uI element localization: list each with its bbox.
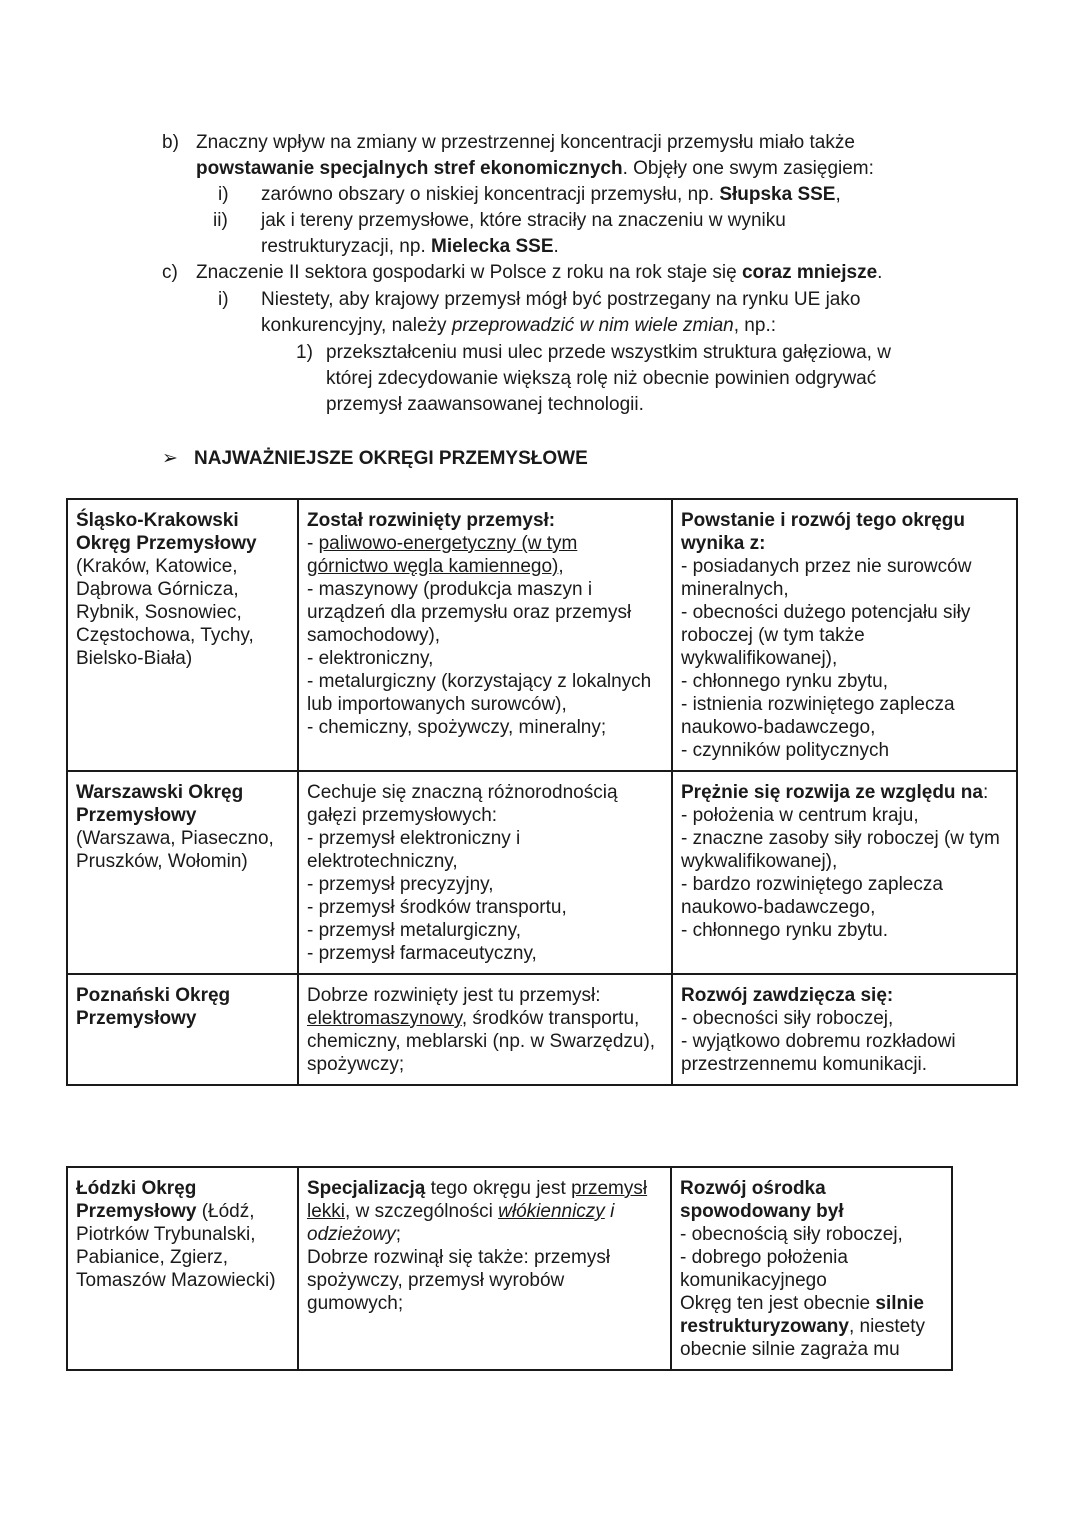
list-item: - przemysł elektroniczny i elektrotechniczny,	[307, 828, 521, 872]
list-item: - przemysł farmaceutyczny,	[307, 943, 537, 964]
list-item: - metalurgiczny (korzystający z lokalnych lub importowanych surowców),	[307, 671, 652, 715]
list-item: - przemysł precyzyjny,	[307, 874, 494, 895]
district-name-cell: Łódzki Okręg Przemysłowy (Łódź, Piotrków Trybunalski, Pabianice, Zgierz, Tomaszów Mazowiecki)	[67, 1167, 298, 1370]
table-row	[67, 771, 1017, 974]
list-item: - obecnością siły roboczej,	[680, 1224, 903, 1245]
point-c-1-line-3: przemysł zaawansowanej technologii.	[326, 394, 644, 415]
list-item: - przemysł metalurgiczny,	[307, 920, 521, 941]
industry-cell: Został rozwinięty przemysł: - paliwowo-energetyczny (w tym górnictwo węgla kamiennego), - maszynowy (produkcja maszyn i urządzeń dla przemysłu oraz przemysł samochodowy), - elektroniczny, - metalurgiczny (korzystający z lokalnych lub importowanych surowców), - chemiczny, spożywczy, mineralny;	[298, 499, 672, 771]
list-marker-b-i: i)	[218, 184, 229, 205]
list-item: - wyjątkowo dobremu rozkładowi przestrzennemu komunikacji.	[681, 1031, 956, 1075]
table-row	[67, 1167, 952, 1370]
district-name-cell: Poznański Okręg Przemysłowy	[67, 974, 298, 1085]
list-item: - elektroniczny,	[307, 648, 434, 669]
districts-table	[66, 498, 1018, 1086]
point-b-line-1: Znaczny wpływ na zmiany w przestrzennej koncentracji przemysłu miało także	[196, 132, 855, 153]
list-item: - chłonnego rynku zbytu,	[681, 671, 889, 692]
point-c-1-line-1: przekształceniu musi ulec przede wszystkim struktura gałęziowa, w	[326, 342, 891, 363]
list-item: - obecności siły roboczej,	[681, 1008, 894, 1029]
list-item: - istnienia rozwiniętego zaplecza naukowo-badawczego,	[681, 694, 955, 738]
district-name-cell: Śląsko-Krakowski Okręg Przemysłowy (Kraków, Katowice, Dąbrowa Górnicza, Rybnik, Sosnowiec, Częstochowa, Tychy, Bielsko-Biała)	[67, 499, 298, 771]
table-row	[67, 499, 1017, 771]
point-b-i-line: zarówno obszary o niskiej koncentracji przemysłu, np. Słupska SSE,	[261, 184, 841, 205]
list-item: - znaczne zasoby siły roboczej (w tym wykwalifikowanej),	[681, 828, 1000, 872]
sse-bold-phrase: powstawanie specjalnych stref ekonomicznych	[196, 158, 623, 179]
list-item: - posiadanych przez nie surowców mineralnych,	[681, 556, 972, 600]
factors-cell: Rozwój ośrodka spowodowany był - obecnością siły roboczej, - dobrego położenia komunikacyjnego Okręg ten jest obecnie silnie restrukturyzowany, niestety obecnie silnie zagraża mu	[671, 1167, 952, 1370]
factors-cell: Prężnie się rozwija ze względu na: - położenia w centrum kraju, - znaczne zasoby siły roboczej (w tym wykwalifikowanej), - bardzo rozwiniętego zaplecza naukowo-badawczego, - chłonnego rynku zbytu.	[672, 771, 1017, 974]
list-item: - dobrego położenia komunikacyjnego	[680, 1247, 848, 1291]
point-b-ii-line-2: restrukturyzacji, np. Mielecka SSE.	[261, 236, 559, 257]
point-c-line: Znaczenie II sektora gospodarki w Polsce z roku na rok staje się coraz mniejsze.	[196, 262, 883, 283]
district-name-cell: Warszawski Okręg Przemysłowy (Warszawa, Piaseczno, Pruszków, Wołomin)	[67, 771, 298, 974]
industry-cell: Dobrze rozwinięty jest tu przemysł: elektromaszynowy, środków transportu, chemiczny, meblarski (np. w Swarzędzu), spożywczy;	[298, 974, 672, 1085]
list-marker-b: b)	[162, 132, 179, 153]
point-c-i-line-1: Niestety, aby krajowy przemysł mógł być postrzegany na rynku UE jako	[261, 289, 861, 310]
list-item: - chemiczny, spożywczy, mineralny;	[307, 717, 607, 738]
point-b-line-2: powstawanie specjalnych stref ekonomicznych. Objęły one swym zasięgiem:	[196, 158, 874, 179]
list-item: - maszynowy (produkcja maszyn i urządzeń dla przemysłu oraz przemysł samochodowy),	[307, 579, 632, 646]
list-marker-c-1: 1)	[296, 342, 313, 363]
section-heading-text: NAJWAŻNIEJSZE OKRĘGI PRZEMYSŁOWE	[194, 448, 588, 469]
point-c-i-line-2: konkurencyjny, należy przeprowadzić w nim wiele zmian, np.:	[261, 315, 776, 336]
list-item: - położenia w centrum kraju,	[681, 805, 919, 826]
factors-cell: Rozwój zawdzięcza się: - obecności siły roboczej, - wyjątkowo dobremu rozkładowi przestrzennemu komunikacji.	[672, 974, 1017, 1085]
point-c-1-line-2: której zdecydowanie większą rolę niż obecnie powinien odgrywać	[326, 368, 877, 389]
list-item: - przemysł środków transportu,	[307, 897, 567, 918]
industry-cell: Specjalizacją tego okręgu jest przemysł lekki, w szczególności włókienniczy i odzieżowy; Dobrze rozwinął się także: przemysł spożywczy, przemysł wyrobów gumowych;	[298, 1167, 671, 1370]
list-marker-c: c)	[162, 262, 178, 283]
list-item: - obecności dużego potencjału siły roboczej (w tym także wykwalifikowanej),	[681, 602, 971, 669]
factors-cell: Powstanie i rozwój tego okręgu wynika z: - posiadanych przez nie surowców mineralnych, - obecności dużego potencjału siły roboczej (w tym także wykwalifikowanej), - chłonnego rynku zbytu, - istnienia rozwiniętego zaplecza naukowo-badawczego, - czynników politycznych	[672, 499, 1017, 771]
table-row	[67, 974, 1017, 1085]
list-item: - chłonnego rynku zbytu.	[681, 920, 889, 941]
list-item: - czynników politycznych	[681, 740, 890, 761]
lodz-district-table	[66, 1166, 953, 1371]
section-heading	[162, 446, 588, 472]
arrow-bullet-icon: ➢	[162, 448, 178, 469]
industry-cell: Cechuje się znaczną różnorodnością gałęzi przemysłowych: - przemysł elektroniczny i elektrotechniczny, - przemysł precyzyjny, - przemysł środków transportu, - przemysł metalurgiczny, - przemysł farmaceutyczny,	[298, 771, 672, 974]
point-b-ii-line-1: jak i tereny przemysłowe, które straciły na znaczeniu w wyniku	[261, 210, 786, 231]
list-marker-b-ii: ii)	[213, 210, 228, 231]
list-item: - bardzo rozwiniętego zaplecza naukowo-badawczego,	[681, 874, 943, 918]
list-marker-c-i: i)	[218, 289, 229, 310]
